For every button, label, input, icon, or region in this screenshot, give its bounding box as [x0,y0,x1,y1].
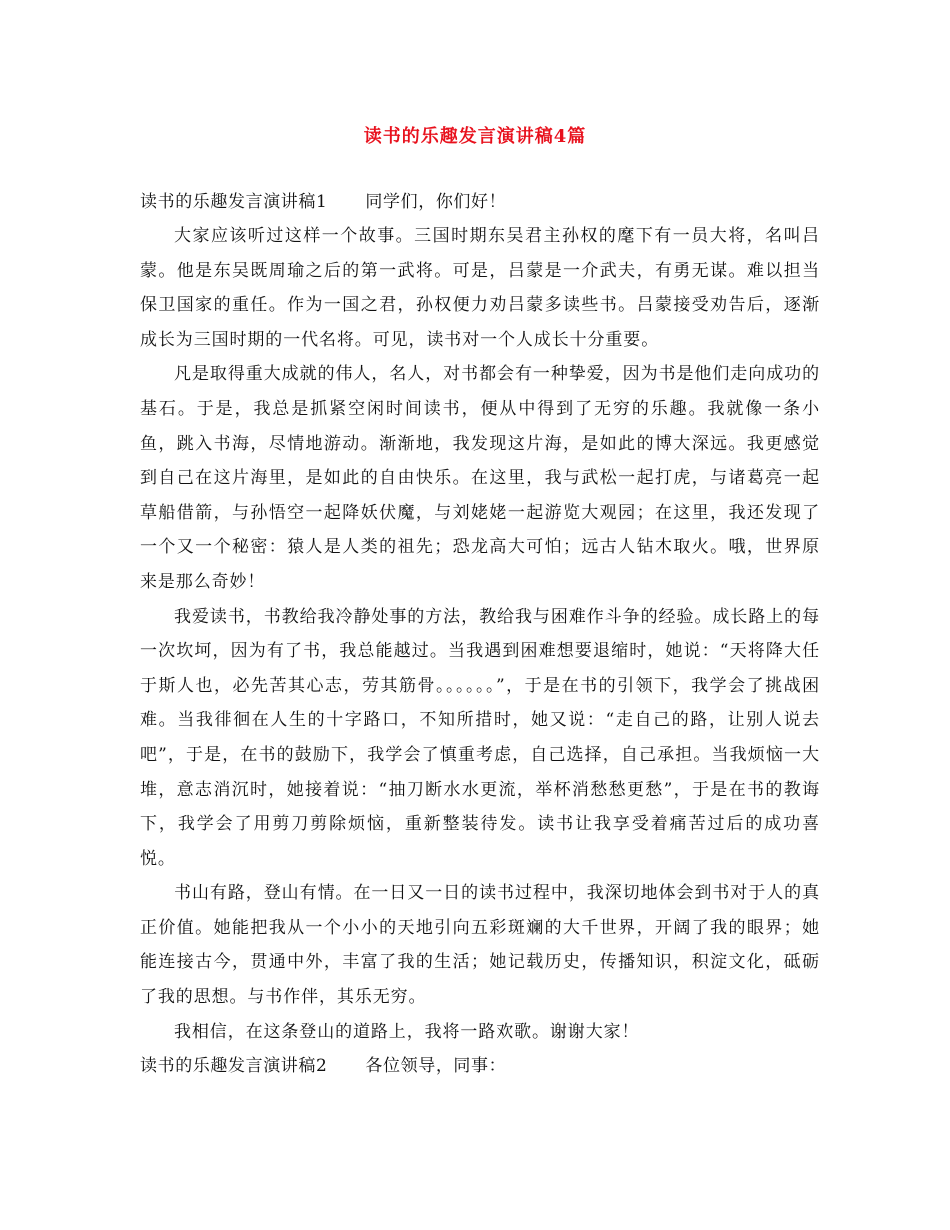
paragraph: 大家应该听过这样一个故事。三国时期东吴君主孙权的麾下有一员大将，名叫吕蒙。他是东吴既周瑜之后的第一武将。可是，吕蒙是一介武夫，有勇无谋。难以担当保卫国家的重任。作为一国之君，孙权便力劝吕蒙多读些书。吕蒙接受劝告后，逐渐成长为三国时期的一代名将。可见，读书对一个人成长十分重要。 [140,226,820,350]
document-body [140,185,820,1083]
section-1-greeting: 同学们，你们好！ [365,192,507,212]
section-2-heading-line [140,1049,820,1083]
section-1-heading-line [140,185,820,219]
paragraph: 我相信，在这条登山的道路上，我将一路欢歌。谢谢大家！ [174,1021,640,1042]
section-2-greeting: 各位领导，同事： [365,1056,507,1077]
section-1-heading: 读书的乐趣发言演讲稿1 [140,192,328,212]
paragraph: 书山有路，登山有情。在一日又一日的读书过程中，我深切地体会到书对于人的真正价值。她能把我从一个小小的天地引向五彩斑斓的大千世界，开阔了我的眼界；她能连接古今，贯通中外，丰富了我的生活；她记载历史，传播知识，积淀文化，砥砺了我的思想。与书作伴，其乐无穷。 [140,883,820,1008]
document-title: 读书的乐趣发言演讲稿4篇 [363,126,587,147]
section-2-heading: 读书的乐趣发言演讲稿2 [140,1056,328,1077]
paragraph: 凡是取得重大成就的伟人，名人，对书都会有一种挚爱，因为书是他们走向成功的基石。于是，我总是抓紧空闲时间读书，便从中得到了无穷的乐趣。我就像一条小鱼，跳入书海，尽情地游动。渐渐地，我发现这片海，是如此的博大深远。我更感觉到自己在这片海里，是如此的自由快乐。在这里，我与武松一起打虎，与诸葛亮一起草船借箭，与孙悟空一起降妖伏魔，与刘姥姥一起游览大观园；在这里，我还发现了一个又一个秘密：猿人是人类的祖先；恐龙高大可怕；远古人钻木取火。哦，世界原来是那么奇妙！ [140,364,820,592]
paragraph: 我爱读书，书教给我冷静处事的方法，教给我与困难作斗争的经验。成长路上的每一次坎坷，因为有了书，我总能越过。当我遇到困难想要退缩时，她说：“天将降大任于斯人也，必先苦其心志，劳其筋骨。。。。。。”，于是在书的引领下，我学会了挑战困难。当我徘徊在人生的十字路口，不知所措时，她又说：“走自己的路，让别人说去吧”，于是，在书的鼓励下，我学会了慎重考虑，自己选择，自己承担。当我烦恼一大堆，意志消沉时，她接着说：“抽刀断水水更流，举杯消愁愁更愁”，于是在书的教诲下，我学会了用剪刀剪除烦恼，重新整装待发。读书让我享受着痛苦过后的成功喜悦。 [140,606,820,869]
